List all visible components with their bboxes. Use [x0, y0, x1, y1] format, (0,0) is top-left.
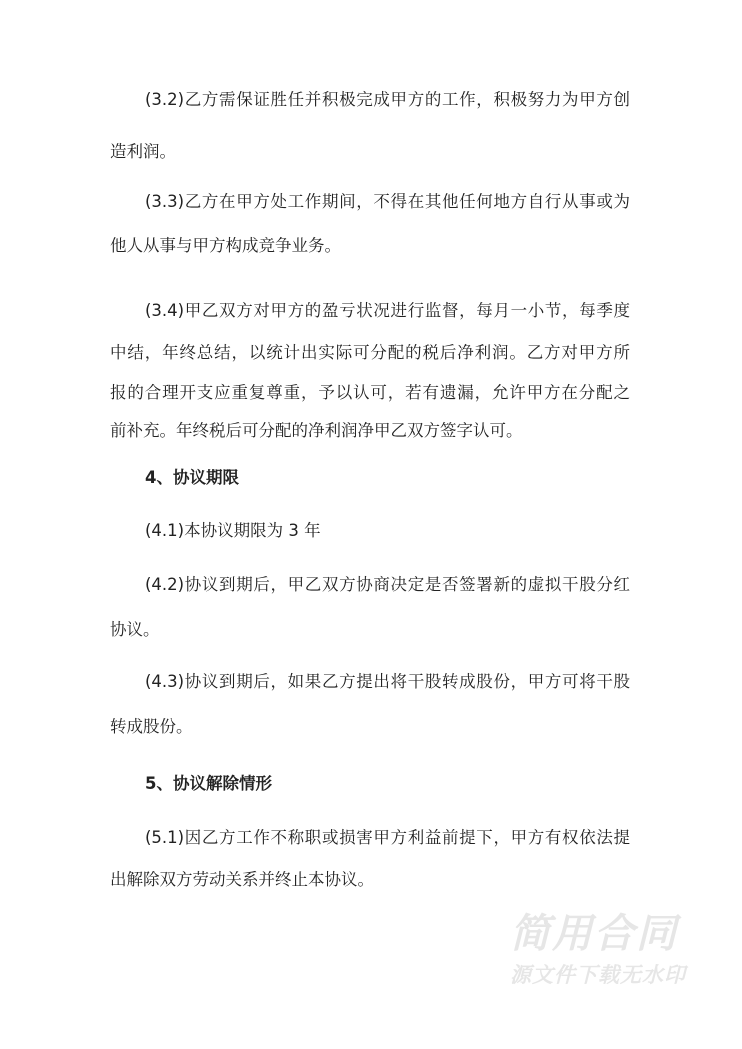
section-heading-5: 5、协议解除情形 [145, 774, 272, 793]
watermark-subtitle: 源文件下载无水印 [510, 963, 686, 987]
para-3-4-line-1: (3.4)甲乙双方对甲方的盈亏状况进行监督，每月一小节，每季度 [145, 301, 630, 320]
para-3-3-line-2: 他人从事与甲方构成竞争业务。 [110, 236, 341, 255]
para-3-2-line-1: (3.2)乙方需保证胜任并积极完成甲方的工作，积极努力为甲方创 [145, 90, 630, 109]
section-heading-4: 4、协议期限 [145, 468, 239, 487]
para-3-4-line-4: 前补充。年终税后可分配的净利润净甲乙双方签字认可。 [110, 421, 523, 440]
para-3-4-line-3: 报的合理开支应重复尊重，予以认可，若有遗漏，允许甲方在分配之 [110, 383, 630, 402]
para-3-2-line-2: 造利润。 [110, 142, 176, 161]
para-3-4-line-2: 中结，年终总结，以统计出实际可分配的税后净利润。乙方对甲方所 [110, 343, 630, 362]
para-4-2-line-1: (4.2)协议到期后，甲乙双方协商决定是否签署新的虚拟干股分红 [145, 575, 630, 594]
para-5-1-line-2: 出解除双方劳动关系并终止本协议。 [110, 870, 374, 889]
watermark-title: 简用合同 [510, 911, 678, 957]
para-5-1-line-1: (5.1)因乙方工作不称职或损害甲方利益前提下，甲方有权依法提 [145, 828, 630, 847]
para-4-1: (4.1)本协议期限为 3 年 [145, 521, 321, 540]
para-4-3-line-1: (4.3)协议到期后，如果乙方提出将干股转成股份，甲方可将干股 [145, 672, 630, 691]
para-4-3-line-2: 转成股份。 [110, 717, 193, 736]
para-4-2-line-2: 协议。 [110, 620, 160, 639]
para-3-3-line-1: (3.3)乙方在甲方处工作期间，不得在其他任何地方自行从事或为 [145, 192, 630, 211]
